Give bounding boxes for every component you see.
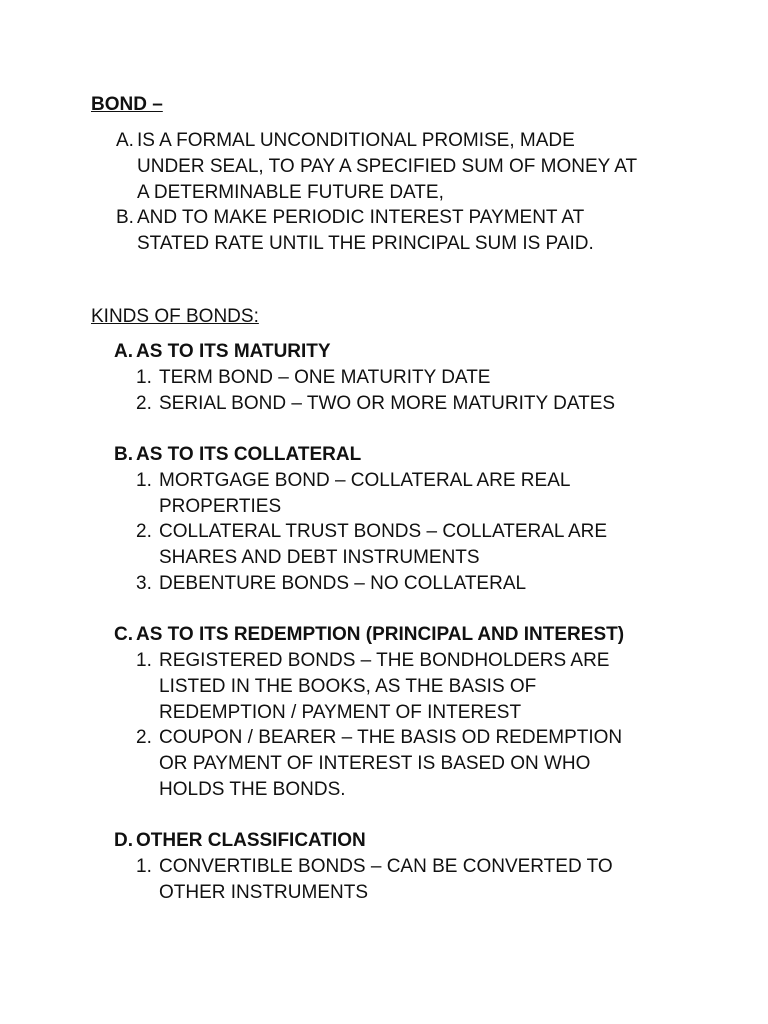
- definition-marker: A.: [116, 130, 134, 151]
- item-marker: 2.: [136, 727, 152, 748]
- item-marker: 1.: [136, 367, 152, 388]
- item-line: CONVERTIBLE BONDS – CAN BE CONVERTED TO: [159, 856, 613, 877]
- item-line: OTHER INSTRUMENTS: [159, 882, 368, 903]
- item-marker: 1.: [136, 470, 152, 491]
- section-marker: A.: [114, 341, 133, 362]
- item-line: REDEMPTION / PAYMENT OF INTEREST: [159, 702, 522, 723]
- item-line: OR PAYMENT OF INTEREST IS BASED ON WHO: [159, 753, 591, 774]
- item-line: TERM BOND – ONE MATURITY DATE: [159, 367, 491, 388]
- item-line: LISTED IN THE BOOKS, AS THE BASIS OF: [159, 676, 537, 697]
- definition-marker: B.: [116, 207, 134, 228]
- definition-line: A DETERMINABLE FUTURE DATE,: [137, 182, 444, 203]
- item-line: SHARES AND DEBT INSTRUMENTS: [159, 547, 480, 568]
- section-marker: C.: [114, 624, 133, 645]
- definition-line: AND TO MAKE PERIODIC INTEREST PAYMENT AT: [137, 207, 585, 228]
- item-marker: 2.: [136, 521, 152, 542]
- item-marker: 1.: [136, 650, 152, 671]
- kinds-heading: KINDS OF BONDS:: [91, 306, 259, 327]
- bond-heading: BOND –: [91, 94, 163, 115]
- section-marker: D.: [114, 830, 133, 851]
- item-line: DEBENTURE BONDS – NO COLLATERAL: [159, 573, 527, 594]
- item-line: HOLDS THE BONDS.: [159, 779, 346, 800]
- item-line: COUPON / BEARER – THE BASIS OD REDEMPTION: [159, 727, 623, 748]
- item-line: SERIAL BOND – TWO OR MORE MATURITY DATES: [159, 393, 616, 414]
- definition-line: UNDER SEAL, TO PAY A SPECIFIED SUM OF MONEY AT: [137, 156, 638, 177]
- item-line: PROPERTIES: [159, 496, 282, 517]
- definition-line: STATED RATE UNTIL THE PRINCIPAL SUM IS PAID.: [137, 233, 594, 254]
- item-marker: 2.: [136, 393, 152, 414]
- section-title: AS TO ITS COLLATERAL: [136, 444, 362, 465]
- section-title: AS TO ITS REDEMPTION (PRINCIPAL AND INTEREST): [136, 624, 625, 645]
- item-marker: 3.: [136, 573, 152, 594]
- item-line: REGISTERED BONDS – THE BONDHOLDERS ARE: [159, 650, 610, 671]
- section-title: AS TO ITS MATURITY: [136, 341, 331, 362]
- definition-line: IS A FORMAL UNCONDITIONAL PROMISE, MADE: [137, 130, 575, 151]
- item-marker: 1.: [136, 856, 152, 877]
- section-title: OTHER CLASSIFICATION: [136, 830, 366, 851]
- item-line: COLLATERAL TRUST BONDS – COLLATERAL ARE: [159, 521, 608, 542]
- section-marker: B.: [114, 444, 133, 465]
- item-line: MORTGAGE BOND – COLLATERAL ARE REAL: [159, 470, 571, 491]
